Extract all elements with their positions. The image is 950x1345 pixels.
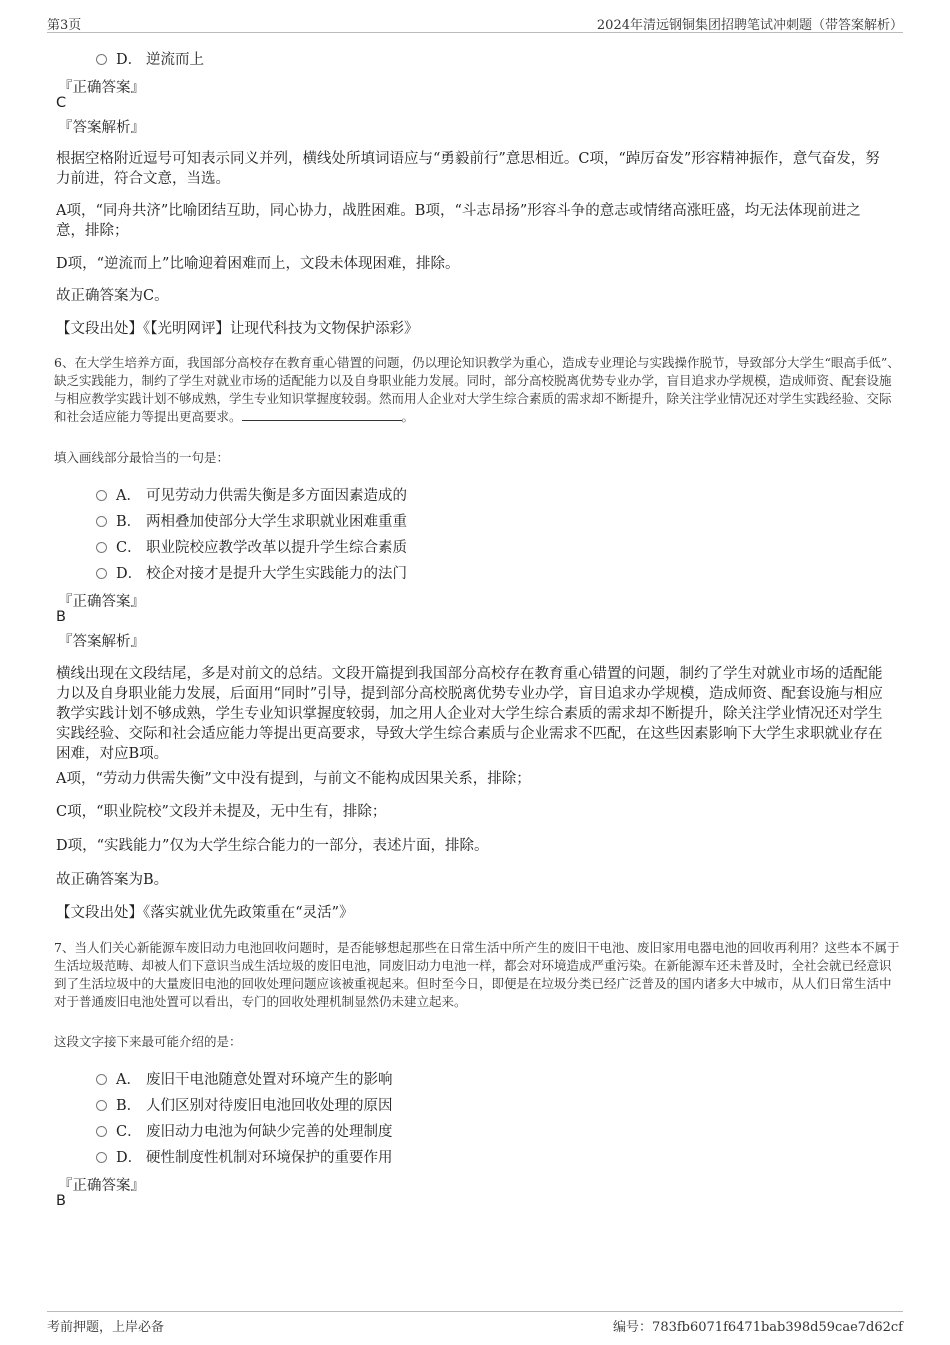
q5-option-d[interactable]: D． 逆流而上 [96, 48, 204, 69]
q5-analysis-p1: 根据空格附近逗号可知表示同义并列，横线处所填词语应与“勇毅前行”意思相近。C项，“踔厉奋发”形容精神振作，意气奋发，努力前进，符合文意，当选。 [56, 151, 880, 187]
q7-option-d[interactable]: D． 硬性制度性机制对环境保护的重要作用 [96, 1146, 393, 1167]
q5-analysis-p2: A项，“同舟共济”比喻团结互助，同心协力，战胜困难。B项，“斗志昂扬”形容斗争的意志或情绪高涨旺盛，均无法体现前进之意，排除； [56, 203, 861, 239]
q6-option-c[interactable]: C． 职业院校应教学改革以提升学生综合素质 [96, 536, 407, 557]
q6-analysis-p3: C项，“职业院校”文段并未提及，无中生有，排除； [56, 804, 387, 820]
q6-source: 【文段出处】《落实就业优先政策重在“灵活”》 [56, 905, 354, 921]
q6-analysis-p1: 横线出现在文段结尾，多是对前文的总结。文段开篇提到我国部分高校存在教育重心错置的问题，制约了学生对就业市场的适配能力以及自身职业能力发展，后面用“同时”引导，提到部分高校脱离优势专业办学，盲目追求办学规模，造成师资、配套设施与相应教学实践计划不够成熟，学生专业知识掌握度较弱，加之用人企业对大学生综合素质的需求却不断提升，除关注学业情况还对学生实践经验、交际和社会适应能力等提出更高要求，导致大学生综合素质与企业需求不匹配，在这些因素影响下大学生求职就业存在困难，对应B项。 [56, 666, 883, 762]
q7-stem: 7、当人们关心新能源车废旧动力电池回收问题时，是否能够想起那些在日常生活中所产生的废旧干电池、废旧家用电器电池的回收再利用？这些本不属于生活垃圾范畴、却被人们下意识当成生活垃圾的废旧电池，同废旧动力电池一样，都会对环境造成严重污染。在新能源车还未普及时，全社会就已经意识到了生活垃圾中的大量废旧电池的回收处理问题应该被重视起来。但时至今日，即便是在垃圾分类已经广泛普及的国内诸多大中城市，从人们日常生活中对于普通废旧电池处置可以看出，专门的回收处理机制显然仍未建立起来。 [54, 940, 900, 1009]
q6-analysis-p2: A项，“劳动力供需失衡”文中没有提到，与前文不能构成因果关系，排除； [56, 771, 531, 787]
q7-option-a[interactable]: A． 废旧干电池随意处置对环境产生的影响 [96, 1068, 393, 1089]
q7-prompt: 这段文字接下来最可能介绍的是： [54, 1034, 242, 1049]
radio-icon[interactable] [96, 490, 107, 501]
q7-answer: B [56, 1193, 66, 1209]
answer-blank [242, 410, 402, 421]
page-number: 第3页 [47, 18, 82, 33]
q6-option-b[interactable]: B． 两相叠加使部分大学生求职就业困难重重 [96, 510, 407, 531]
page-header [47, 12, 903, 33]
q6-analysis-p5: 故正确答案为B。 [56, 872, 169, 888]
page-footer [47, 1311, 903, 1335]
document-title: 2024年清远钢铜集团招聘笔试冲刺题（带答案解析） [596, 18, 903, 33]
q5-analysis-p3: D项，“逆流而上”比喻迎着困难而上，文段未体现困难，排除。 [56, 256, 460, 272]
q5-answer-label: 『正确答案』 [58, 80, 145, 96]
q6-answer: B [56, 609, 66, 625]
q6-analysis-label: 『答案解析』 [58, 634, 145, 650]
radio-icon[interactable] [96, 568, 107, 579]
document-id: 编号：783fb6071f6471bab398d59cae7d62cf [613, 1320, 903, 1335]
radio-icon[interactable] [96, 1152, 107, 1163]
radio-icon[interactable] [96, 1100, 107, 1111]
q5-source: 【文段出处】《【光明网评】让现代科技为文物保护添彩》 [56, 321, 419, 337]
q5-analysis-label: 『答案解析』 [58, 120, 145, 136]
radio-icon[interactable] [96, 516, 107, 527]
q7-answer-label: 『正确答案』 [58, 1178, 145, 1194]
radio-icon[interactable] [96, 1074, 107, 1085]
q5-analysis-p4: 故正确答案为C。 [56, 288, 169, 304]
q6-analysis-p4: D项，“实践能力”仅为大学生综合能力的一部分，表述片面，排除。 [56, 838, 489, 854]
q6-answer-label: 『正确答案』 [58, 594, 145, 610]
q6-option-a[interactable]: A． 可见劳动力供需失衡是多方面因素造成的 [96, 484, 407, 505]
radio-icon[interactable] [96, 542, 107, 553]
q6-stem: 6、在大学生培养方面，我国部分高校存在教育重心错置的问题，仍以理论知识教学为重心，造成专业理论与实践操作脱节，导致部分大学生“眼高手低”、缺乏实践能力，制约了学生对就业市场的适配能力以及自身职业能力发展。同时，部分高校脱离优势专业办学，盲目追求办学规模，造成师资、配套设施与相应教学实践计划不够成熟，学生专业知识掌握度较弱。然而用人企业对大学生综合素质的需求却不断提升，除关注学业情况还对学生实践经验、交际和社会适应能力等提出更高要求。 。 [54, 355, 900, 424]
q6-prompt: 填入画线部分最恰当的一句是： [54, 450, 230, 465]
q7-option-c[interactable]: C． 废旧动力电池为何缺少完善的处理制度 [96, 1120, 393, 1141]
q6-option-d[interactable]: D． 校企对接才是提升大学生实践能力的法门 [96, 562, 407, 583]
radio-icon[interactable] [96, 54, 107, 65]
footer-slogan: 考前押题，上岸必备 [47, 1320, 165, 1335]
q7-option-b[interactable]: B． 人们区别对待废旧电池回收处理的原因 [96, 1094, 393, 1115]
radio-icon[interactable] [96, 1126, 107, 1137]
q5-answer: C [56, 95, 67, 111]
